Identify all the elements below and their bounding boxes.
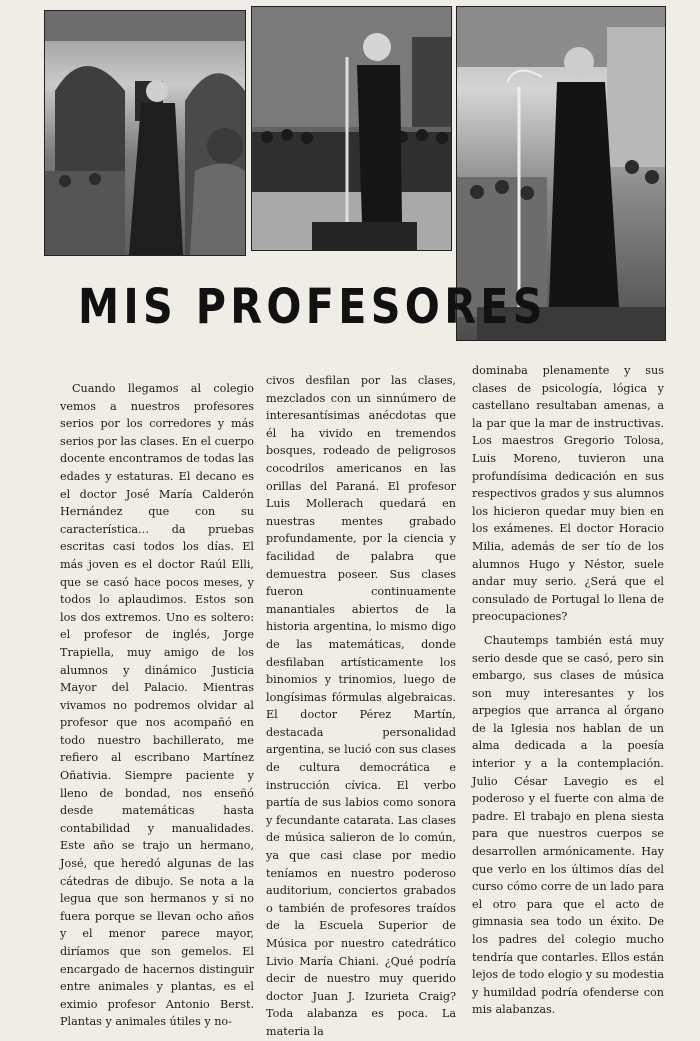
article-column-2 bbox=[266, 372, 456, 1041]
article-column-3 bbox=[472, 362, 664, 1019]
article-column-1 bbox=[60, 380, 254, 1031]
column-2-paragraph: civos desfilan por las clases, mezclados con un sinnúmero de interesantísimas anécdotas que él ha vivido en tremendos bosques, rodeado de peligrosos cocodrilos americanos en las orillas del Paraná. El profesor Luis Mollerach quedará en nuestras mentes grabado profundamente, por la ciencia y facilidad de palabra que demuestra poseer. Sus clases fueron continuamente manantiales abiertos de la historia argentina, lo mismo digo de las matemáticas, donde desfilaban artísticamente los binomios y trinomios, luego de longísimas fórmulas algebraicas. El doctor Pérez Martín, destacada personalidad argentina, se lució con sus clases de cultura democrática e instrucción cívica. El verbo partía de sus labios como sonora y fecundante catarata. Las clases de música salieron de lo común, ya que casi clase por medio teníamos en nuestro poderoso auditorium, conciertos grabados o también de profesores traídos de la Escuela Superior de Música por nuestro catedrático Livio María Chiani. ¿Qué podría decir de nuestro muy querido doctor Juan J. Izurieta Craig? Toda alabanza es poca. La materia la bbox=[266, 374, 456, 1038]
photo-speaker-microphone bbox=[251, 6, 452, 251]
photo-1-illustration bbox=[45, 11, 245, 255]
column-3-paragraph-1: dominaba plenamente y sus clases de psicología, lógica y castellano resultaban amenas, a la par que la mar de instructivas. Los maestros Gregorio Tolosa, Luis Moreno, tuvieron una profundísima dedicación en sus respectivos grados y sus alumnos los hicieron quedar muy bien en los exámenes. El doctor Horacio Milia, además de ser tío de los alumnos Hugo y Néstor, suele andar muy serio. ¿Será que el consulado de Portugal lo llena de preocupaciones? bbox=[472, 364, 664, 624]
photo-2-illustration bbox=[252, 7, 451, 250]
photo-speaker-courtyard bbox=[44, 10, 246, 256]
article-title: MIS PROFESORES bbox=[78, 279, 547, 335]
column-3-paragraph-2: Chautemps también está muy serio desde que se casó, pero sin embargo, sus clases de música son muy interesantes y los arpegios que arranca al órgano de la Iglesia nos hablan de un alma dedicada a la poesía interior y a la contemplación. Julio César Lavegio es el poderoso y el fuerte con alma de padre. El trabajo en plena siesta para que nuestros cuerpos se desarrollen armónicamente. Hay que verlo en los últimos días del curso cómo corre de un lado para el otro para que el acto de gimnasia sea todo un éxito. De los padres del colegio mucho tendría que contarles. Ellos están lejos de todo elogio y su modestia y humildad podría ofenderse con mis alabanzas. bbox=[472, 633, 664, 1017]
column-1-paragraph: Cuando llegamos al colegio vemos a nuestros profesores serios por los corredores y más serios por las clases. En el cuerpo docente encontramos de todas las edades y estaturas. El decano es el doctor José María Calderón Hernández que con su característica… da pruebas escritas casi todos los días. El más joven es el doctor Raúl Elli, que se casó hace pocos meses, y todos lo aplaudimos. Estos son los dos extremos. Uno es soltero: el profesor de inglés, Jorge Trapiella, muy amigo de los alumnos y dinámico Justicia Mayor del Palacio. Mientras vivamos no podremos olvidar al profesor que nos acompañó en todo nuestro bachillerato, me refiero al escribano Martínez Oñativia. Siempre paciente y lleno de bondad, nos enseñó desde matemáticas hasta contabilidad y manualidades. Este año se trajo un hermano, José, que heredó algunas de las cátedras de dibujo. Se nota a la legua que son hermanos y si no fuera porque se llevan ocho años y el menor parece mayor, diríamos que son gemelos. El encargado de hacernos distinguir entre animales y plantas, es el eximio profesor Antonio Berst. Plantas y animales útiles y no- bbox=[60, 382, 254, 1029]
